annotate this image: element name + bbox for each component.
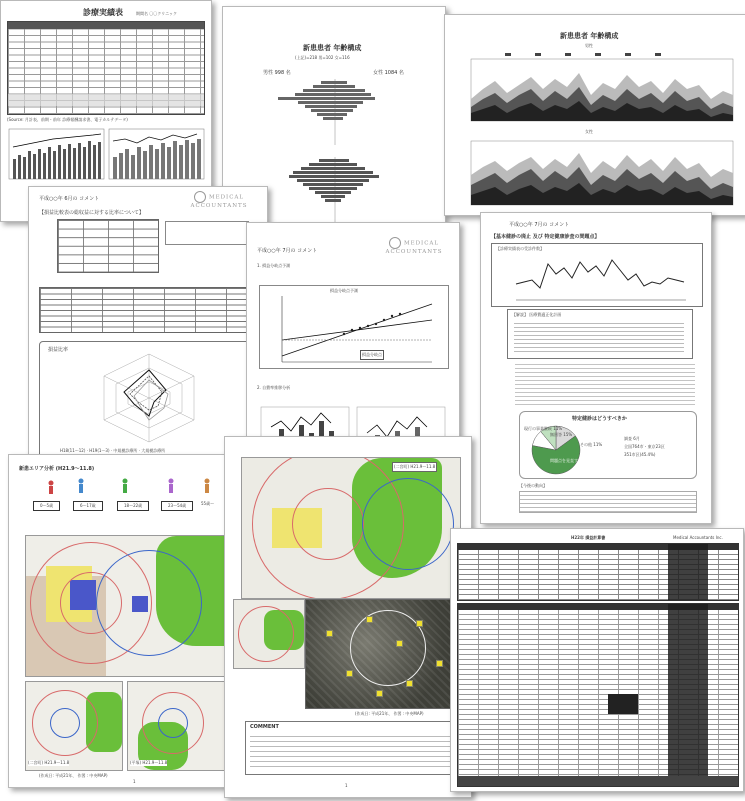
pl-logo: Medical Accountants Inc. xyxy=(673,535,723,540)
area-legend-4: 55歳～ xyxy=(201,501,215,506)
area-map-small-right xyxy=(127,681,225,771)
big-map xyxy=(241,457,461,599)
june-logo: MEDICAL ACCOUNTANTS xyxy=(179,191,259,210)
specific-pie-box xyxy=(519,411,697,479)
age-trend-chart-lower xyxy=(471,141,733,205)
performance-header-note: 期間名 〇〇クリニック xyxy=(136,11,178,16)
specific-chart-title: 【診療実績表の受診件数】 xyxy=(496,246,544,251)
specific-stats-3: 351市区(45.4%) xyxy=(624,452,656,457)
july-logo: MEDICAL ACCOUNTANTS xyxy=(375,237,453,256)
specific-stats-1: 調査 6月 xyxy=(624,436,640,441)
map-small-ring-blue xyxy=(50,708,80,738)
pl-table-main-dark-col xyxy=(668,604,708,786)
june-section1: 【損益比較表の総収益に対する比率について】 xyxy=(39,210,144,216)
age-trend-chart-upper xyxy=(471,59,733,121)
specific-line-chart xyxy=(516,254,686,300)
july-section2: 2. 自費率推移分析 xyxy=(257,385,291,390)
comment-box xyxy=(245,721,457,775)
age-trend-legend-upper xyxy=(505,53,705,57)
aerial-marker xyxy=(406,680,413,687)
pl-table-top-dark-col xyxy=(668,544,708,600)
pie-label-other: その他 11% xyxy=(580,442,603,447)
comment-title: COMMENT xyxy=(250,724,279,730)
comment-lines xyxy=(250,732,450,770)
map-small-ring-blue-2 xyxy=(158,708,188,738)
specific-body-lines xyxy=(515,361,695,407)
june-table-top xyxy=(57,219,159,273)
pie-label-review: 問題点を見直すべき 63% xyxy=(550,458,597,463)
sheet-area-analysis xyxy=(8,454,236,788)
pl-table-footer-rows xyxy=(458,776,738,786)
area-legend-figures xyxy=(21,477,225,499)
area-map-caption-1: (平塚) H21.9～11.8 xyxy=(130,760,168,765)
specific-chart-box xyxy=(491,243,703,307)
age-female-label: 女性 1084 名 xyxy=(373,70,404,76)
performance-chart-left xyxy=(9,129,104,179)
big-map-inset-label: (二宮町) H21.9～11.8 xyxy=(392,462,437,472)
specific-note-title: 【解説】 医療費適正化計画 xyxy=(512,312,562,317)
area-map-small-left xyxy=(25,681,123,771)
map-page: 1 xyxy=(345,783,348,788)
age-trend-male-label: 男性 xyxy=(585,43,593,48)
june-header: 平成○○年 6月の コメント xyxy=(39,196,100,202)
area-page: 1 xyxy=(133,779,136,784)
age-pyramid-lower xyxy=(243,157,428,227)
logo-mark-icon xyxy=(194,191,206,203)
specific-note-lines xyxy=(514,320,684,354)
june-radar-chart xyxy=(94,352,204,444)
specific-stats-2: 全国764市・東京23区 xyxy=(624,444,665,449)
pl-table-highlight xyxy=(608,694,638,714)
july-breakeven-chart xyxy=(282,296,432,362)
age-male-label: 男性 998 名 xyxy=(263,70,291,76)
big-map-ring-red-inner xyxy=(292,488,364,560)
area-legend-0: 0～5歳 xyxy=(33,501,60,511)
pl-table-main xyxy=(457,603,739,787)
specific-pie-title: 特定健診はどうすべきか xyxy=(572,416,627,422)
specific-future-title: 【今後の動向】 xyxy=(519,483,547,488)
aerial-marker xyxy=(366,616,373,623)
june-table-ratio xyxy=(39,287,259,333)
specific-future-lines xyxy=(519,491,697,513)
age-summary: (上記)=218 男=102 女=116 xyxy=(295,55,350,60)
area-legend xyxy=(21,477,225,523)
map-footer: (作成日: 平成21年、 作図 : 中央MAP) xyxy=(355,711,424,716)
inset-map xyxy=(233,599,305,669)
july-section1: 1. 損益分岐点予測 xyxy=(257,263,291,268)
performance-chart-caption: (Source: 月計表、前期・前年 診療報酬請求書、電子カルテデータ) xyxy=(7,117,128,122)
sheet-pl-table xyxy=(450,528,744,792)
aerial-marker xyxy=(396,640,403,647)
area-legend-2: 18～22歳 xyxy=(117,501,149,511)
big-map-ring-blue xyxy=(362,478,454,570)
specific-header: 平成○○年 7月の コメント xyxy=(509,222,570,228)
map-ring-blue xyxy=(96,550,202,656)
area-title: 新患エリア分析 (H21.9～11.8) xyxy=(19,466,95,472)
sheet-specific-checkup xyxy=(480,212,712,524)
age-pyramid-upper xyxy=(243,79,428,145)
june-table-note xyxy=(165,221,249,245)
area-footer: (作成日: 平成21年、 作図 : 中央MAP) xyxy=(39,773,108,778)
pl-table-top xyxy=(457,543,739,601)
area-map-main xyxy=(25,535,225,677)
area-legend-1: 6～17歳 xyxy=(73,501,103,511)
july-bp-label: 損益分岐点 xyxy=(360,350,384,360)
logo-mark-icon xyxy=(389,237,401,249)
aerial-marker xyxy=(376,690,383,697)
performance-chart-right xyxy=(109,129,204,179)
aerial-photo xyxy=(305,599,457,709)
pie-label-noanswer: 無回答 15% xyxy=(550,432,573,437)
specific-note-box xyxy=(507,309,693,359)
july-chart-title: 損益分岐点予測 xyxy=(330,288,358,293)
age-trend-female-label: 女性 xyxy=(585,129,593,134)
area-legend-3: 23～54歳 xyxy=(161,501,193,511)
aerial-marker xyxy=(326,630,333,637)
performance-table xyxy=(7,21,205,115)
july-header: 平成○○年 7月の コメント xyxy=(257,248,318,254)
aerial-marker xyxy=(436,660,443,667)
area-map-caption-0: (二宮町) H21.9～11.8 xyxy=(28,760,70,765)
aerial-marker xyxy=(416,620,423,627)
sheet-map-comment xyxy=(224,436,472,798)
sheet-age-trend xyxy=(444,14,745,216)
performance-title: 診療実績表 xyxy=(83,8,123,17)
pie-label-continue: 現行の事業継続 11% xyxy=(524,426,563,431)
inset-ring xyxy=(238,606,294,662)
specific-section-title: 【基本健診の廃止 及び 特定健康診査の問題点】 xyxy=(491,234,600,240)
june-radar-title: 損益比率 xyxy=(48,347,69,353)
pl-title: H22年 損益計算書 xyxy=(571,535,606,540)
performance-table-header xyxy=(8,22,204,29)
age-trend-title: 新患患者 年齢構成 xyxy=(560,32,619,40)
aerial-marker xyxy=(346,670,353,677)
june-radar-legend: H18(11～12) · H19(1～3) · 中規模診療所 · 大規模診療所 xyxy=(60,448,166,453)
performance-total-rows xyxy=(8,94,204,106)
sheet-june-comment xyxy=(28,186,268,468)
age-title: 新患患者 年齢構成 xyxy=(303,44,362,52)
july-breakeven-box xyxy=(259,285,449,369)
aerial-ring xyxy=(350,610,426,686)
